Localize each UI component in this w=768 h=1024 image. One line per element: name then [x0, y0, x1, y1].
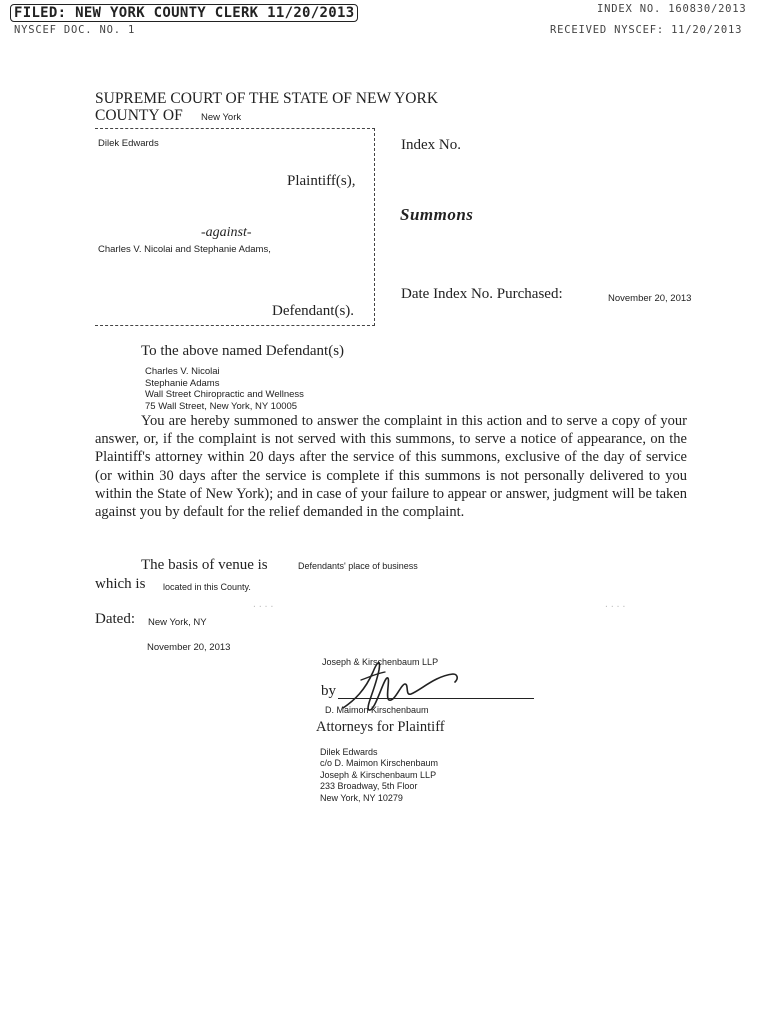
by-label: by	[321, 683, 336, 699]
which-is-label: which is	[95, 576, 146, 592]
against-label: -against-	[201, 225, 252, 240]
plaintiff-label: Plaintiff(s),	[287, 173, 356, 189]
addressee-line: 75 Wall Street, New York, NY 10005	[145, 400, 298, 412]
dated-place: New York, NY	[148, 617, 207, 628]
address-line: 233 Broadway, 5th Floor	[320, 781, 418, 792]
received-date: RECEIVED NYSCEF: 11/20/2013	[550, 24, 743, 36]
signer-name: D. Maimon Kirschenbaum	[325, 705, 429, 715]
court-name: SUPREME COURT OF THE STATE OF NEW YORK	[95, 90, 439, 107]
addressee-line: Stephanie Adams	[145, 377, 220, 389]
index-number: INDEX NO. 160830/2013	[597, 3, 747, 15]
firm-name: Joseph & Kirschenbaum LLP	[322, 657, 439, 667]
summons-paragraph	[95, 412, 687, 521]
scan-dots: ....	[604, 600, 628, 609]
address-line: Joseph & Kirschenbaum LLP	[320, 769, 437, 780]
attorneys-role: Attorneys for Plaintiff	[316, 719, 445, 735]
address-line: Dilek Edwards	[320, 747, 378, 757]
address-line: New York, NY 10279	[320, 792, 403, 803]
filed-stamp: FILED: NEW YORK COUNTY CLERK 11/20/2013	[10, 4, 358, 22]
addressee-line: Wall Street Chiropractic and Wellness	[145, 389, 304, 400]
defendants-names: Charles V. Nicolai and Stephanie Adams,	[98, 244, 271, 255]
doc-number: NYSCEF DOC. NO. 1	[14, 24, 136, 36]
county-label: COUNTY OF	[95, 107, 183, 124]
addressee-heading: To the above named Defendant(s)	[141, 343, 345, 359]
defendant-label: Defendant(s).	[272, 303, 355, 319]
date-purchased-value: November 20, 2013	[608, 293, 692, 304]
scan-dots: ....	[252, 600, 276, 609]
venue-value: Defendants' place of business	[298, 561, 418, 571]
dated-label: Dated:	[95, 611, 135, 627]
plaintiff-name: Dilek Edwards	[98, 138, 159, 149]
summons-text: You are hereby summoned to answer the complaint in this action and to serve a copy of your answer, or, if the complaint is not served with this summons, to serve a notice of appearance, on the Plaintiff's attorney within 20 days after the service of this summons, exclusive of the day of service (or within 30 days after the service is complete if this summons is not personally delivered to you within the State of New York); and in case of your failure to appear or answer, judgment will be taken against you by default for the relief demanded in the complaint.	[95, 413, 687, 521]
which-is-value: located in this County.	[163, 582, 251, 592]
addressee-block	[145, 366, 304, 412]
address-line: c/o D. Maimon Kirschenbaum	[320, 758, 439, 769]
county-value: New York	[201, 112, 242, 123]
date-purchased-label: Date Index No. Purchased:	[401, 286, 563, 302]
document-title: Summons	[400, 205, 474, 224]
addressee-line: Charles V. Nicolai	[145, 366, 220, 377]
attorney-address-block	[320, 747, 438, 804]
index-no-label: Index No.	[401, 137, 461, 153]
dated-date: November 20, 2013	[147, 642, 231, 653]
venue-label: The basis of venue is	[141, 557, 268, 573]
